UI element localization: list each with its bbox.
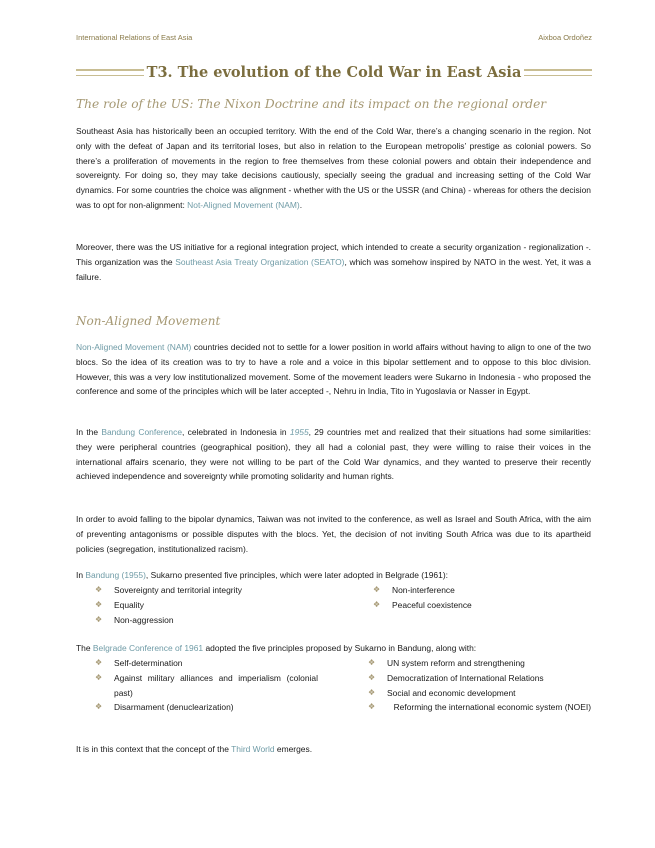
bandung-principles-intro: In Bandung (1955), Sukarno presented five principles, which were later adopted in Belgrade (1961): [76,570,448,580]
list-item: ❖ Sovereignty and territorial integrity [95,583,345,598]
diamond-bullet-icon: ❖ [373,599,381,609]
list-item: ❖ Non-aggression [95,613,345,628]
diamond-bullet-icon: ❖ [373,585,381,594]
exclusions-paragraph: In order to avoid falling to the bipolar dynamics, Taiwan was not invited to the conference, as well as Israel and South Africa, with the aim of preventing antagonisms or possible disputes with the blocs. Yet, the decision of not inviting South Africa was due to its apartheid policies (segregation, institutionalized racism). [76,514,591,554]
list-item: ❖ Non-interference [373,583,591,598]
year-1955: 1955 [289,427,309,437]
nam-link[interactable]: Not-Aligned Movement (NAM) [187,199,300,210]
subsection-title: Non-Aligned Movement [76,314,221,328]
belgrade-conference-link[interactable]: Belgrade Conference of 1961 [92,643,204,653]
list-item: ❖ Self-determination [95,656,318,671]
list-item: ❖ Disarmament (denuclearization) [95,700,318,715]
header-author: Aixboa Ordoñez [538,33,592,42]
diamond-bullet-icon: ❖ [368,672,376,682]
belgrade-principles-right [368,656,591,715]
diamond-bullet-icon: ❖ [95,599,103,609]
bandung-paragraph: In the Bandung Conference, celebrated in Indonesia in 1955, 29 countries met and realized that their situations had some similarities: they were peripheral countries (geographical position), they all had a colonial past, they were willing to raise their voices in the international affairs scenario, they were not willing to be part of the Cold War dynamics, and they wanted to preserve their recently achieved independence and sovereignty while promoting solidarity and human rights. [76,427,591,482]
diamond-bullet-icon: ❖ [95,614,103,624]
third-world-link[interactable]: Third World [231,744,275,754]
bandung-principles-right [373,583,591,613]
seato-paragraph: Moreover, there was the US initiative for a regional integration project, which intended to create a security organization - regionalization -. This organization was the Southeast Asia Treaty Organization (SEATO), which was somehow inspired by NATO in the west. Yet, it was a failure. [76,242,591,282]
bandung-principles-left [95,583,345,627]
nam-paragraph: Non-Aligned Movement (NAM) countries decided not to settle for a lower position in world affairs without having to align to one of the two blocs. So the idea of its creation was to try to have a role and a voice in this bipolar settlement and to oppose to this bloc division. However, this was a very low institutionalized movement. Some of the movement leaders were Sukarno in Indonesia - who proposed the conference and some of the principles which will be later accepted -, Nehru in India, Tito in Yugoslavia or Nasser in Egypt. [76,342,592,397]
closing-line: It is in this context that the concept of the Third World emerges. [76,744,313,754]
header-course-title: International Relations of East Asia [76,33,193,42]
nam-term-link[interactable]: Non-Aligned Movement (NAM) [76,342,192,352]
chapter-title: T3. The evolution of the Cold War in East Asia [146,63,522,81]
heading-rule-right [524,69,592,76]
belgrade-intro: The Belgrade Conference of 1961 adopted the five principles proposed by Sukarno in Bandung, along with: [76,643,477,653]
list-item: ❖ Equality [95,598,345,613]
bandung-1955-link[interactable]: Bandung (1955) [85,570,146,580]
chapter-heading [76,60,592,84]
list-item: ❖ Peaceful coexistence [373,598,591,613]
intro-paragraph: Southeast Asia has historically been an occupied territory. With the end of the Cold War, there’s a changing scenario in the region. Not only with the defeat of Japan and its territorial loses, but also in relation to the European metropolis’ prestige as colonial powers. So there’s a proliferation of movements in the region to free themselves from these colonial powers and obtain their independence and sovereignty. For doing so, they may take decisions cautiously, specially seeing the gradual and increasing setting of the Cold War dynamics. For some countries the choice was alignment - whether with the US or the USSR (and China) - whereas for others the decision was to opt for non-alignment: Not-Aligned Movement (NAM). [76,126,591,210]
list-item: ❖ UN system reform and strengthening [368,656,591,671]
heading-rule-left [76,69,144,76]
list-item: ❖ Democratization of International Relations [368,671,591,686]
diamond-bullet-icon: ❖ [95,702,103,712]
page-header [76,33,592,42]
diamond-bullet-icon: ❖ [368,658,376,667]
diamond-bullet-icon: ❖ [368,702,376,712]
list-item: ❖ Social and economic development [368,686,591,701]
diamond-bullet-icon: ❖ [368,687,376,697]
diamond-bullet-icon: ❖ [95,658,103,667]
section-title: The role of the US: The Nixon Doctrine and its impact on the regional order [76,97,547,111]
bandung-conference-link[interactable]: Bandung Conference [101,427,183,437]
diamond-bullet-icon: ❖ [95,585,103,594]
seato-link[interactable]: Southeast Asia Treaty Organization (SEATO) [175,256,345,267]
list-item: ❖ Against military alliances and imperialism (colonial past) [95,672,318,698]
diamond-bullet-icon: ❖ [95,672,103,682]
list-item: ❖ Reforming the international economic system (NOEI) [368,700,591,715]
belgrade-principles-left [95,656,318,715]
